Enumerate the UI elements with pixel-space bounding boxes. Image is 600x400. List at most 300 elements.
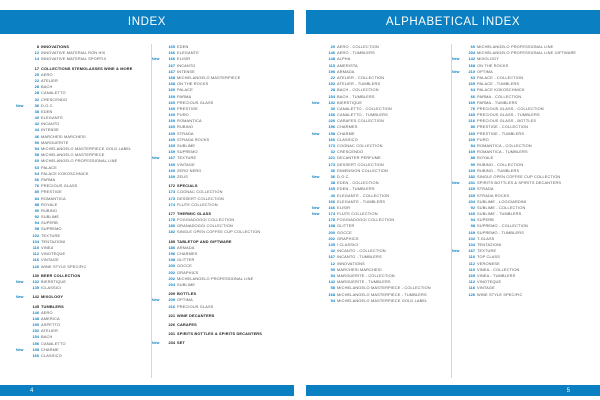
entry-page-number: 32 <box>34 96 39 102</box>
entry-page-number: 12 <box>34 50 39 56</box>
entry-label: SINGLE OPEN COFFEE CUP COLLECTION <box>177 229 261 235</box>
alphabetical-index-title: ALPHABETICAL INDEX <box>385 16 521 28</box>
entry-page-number: 112 <box>468 260 475 266</box>
entry-page-number: 66 <box>34 176 39 182</box>
entry-label: TOP CLASS <box>477 254 501 260</box>
entry-page-number: 169 <box>468 186 475 192</box>
entry-label: ROYALE <box>477 155 494 161</box>
entry-label: MICHELANGELO PROFESSIONAL LINE <box>477 44 554 49</box>
entry-label: INCANTO <box>41 121 60 127</box>
entry-label: BACH <box>41 334 53 340</box>
entry-page-number: 169 <box>468 167 475 173</box>
entry-label: SUPREMO <box>177 149 198 155</box>
entry-label: GRAPHICS <box>177 269 199 275</box>
entry-page-number: 92 <box>34 214 39 220</box>
entry-page-number: 32 <box>330 149 335 155</box>
entry-page-number: 8 <box>36 44 39 49</box>
entry-label: MICHELANGELO PROFESSIONAL LINE <box>177 275 254 281</box>
entry-label: ELEGANTE <box>177 50 199 56</box>
entry-label: PRECIOUS GLASS - COLLECTION <box>477 105 544 111</box>
entry-label: COGNAC COLLECTION <box>337 143 383 148</box>
new-badge: New <box>452 57 460 62</box>
entry-page-number: 90 <box>34 207 39 213</box>
entry-page-number: 92 <box>470 204 475 210</box>
entry-label: CARAFES <box>177 321 197 327</box>
entry-page-number: 28 <box>34 90 39 96</box>
entry-label: SUPERB <box>477 217 494 223</box>
entry-label: STRADA <box>177 130 194 136</box>
entry-page-number: 169 <box>468 99 475 105</box>
entry-label: GRAPHICS <box>337 235 359 241</box>
entry-label: SPIRITS BOTTLES & SPIRITS DECANTERS <box>477 180 562 186</box>
entry-label: FOGGIADOGGI COLLECTION <box>337 217 395 223</box>
new-badge: New <box>452 181 460 186</box>
entry-page-number: 30 <box>330 105 335 111</box>
entry-page-number: 169 <box>468 211 475 217</box>
alphabetical-index-title-band <box>306 10 600 34</box>
entry-label: PRESTIGE <box>41 189 62 195</box>
entry-page-number: 202 <box>168 275 175 281</box>
entry-label: VINEA - COLLECTION <box>477 266 520 272</box>
entry-label: ELISIR <box>337 204 351 210</box>
entry-page-number: 64 <box>34 170 39 176</box>
new-badge: New <box>312 205 320 210</box>
entry-page-number: 42 <box>330 248 335 254</box>
entry-label: STRADA <box>477 186 494 192</box>
new-badge: New <box>152 341 160 346</box>
entry-label: DECANTER PERFUME <box>337 155 381 161</box>
entry-label: BIERSTIQUE <box>41 278 67 284</box>
entry-label: ZEUS <box>177 173 188 179</box>
entry-page-number: 169 <box>168 87 175 93</box>
entry-page-number: 102 <box>32 232 39 238</box>
index-title: INDEX <box>127 16 167 28</box>
entry-label: SUBLIME <box>41 214 60 220</box>
entry-label: RUBINO - COLLECTION <box>477 161 524 167</box>
entry-label: FOGGIADOGGI COLLECTION <box>177 217 235 223</box>
entry-page-number: 169 <box>468 229 475 235</box>
entry-label: INCANTO - COLLECTION <box>337 248 386 254</box>
entry-page-number: 168 <box>168 81 175 87</box>
entry-page-number: 63 <box>34 164 39 170</box>
entry-page-number: 20 <box>34 71 39 77</box>
new-badge: New <box>312 174 320 179</box>
entry-page-number: 167 <box>168 68 175 74</box>
entry-label: VINTAGE <box>41 257 59 263</box>
entry-page-number: 156 <box>32 340 39 346</box>
entry-page-number: 28 <box>34 84 39 90</box>
entry-label: MARCHESI MARCHESI <box>41 133 86 139</box>
entry-page-number: 221 <box>328 155 335 161</box>
entry-label: CANALETTO - TUMBLERS <box>337 112 388 118</box>
entry-label: PARMA <box>41 176 56 182</box>
entry-page-number: 169 <box>468 112 475 118</box>
entry-page-number: 204 <box>468 50 475 56</box>
entry-label: CRESCENDO <box>337 149 364 155</box>
entry-label: WINE STYLE SPECIFIC <box>477 291 523 297</box>
entry-page-number: 168 <box>328 291 335 297</box>
index-title-band <box>0 10 294 34</box>
entry-page-number: 202 <box>328 235 335 241</box>
entry-page-number: 182 <box>468 173 475 179</box>
entry-page-number: 76 <box>34 183 39 189</box>
entry-page-number: 152 <box>32 328 39 334</box>
entry-page-number: 226 <box>168 321 175 327</box>
new-badge: New <box>152 156 160 161</box>
index-entry[interactable] <box>16 353 150 359</box>
entry-label: STRADA ROCKS <box>177 136 210 142</box>
entry-page-number: 169 <box>468 272 475 278</box>
entry-label: PALACE KOKOSCHNICK <box>41 170 89 176</box>
entry-label: MICHELANGELO MASTERPIECE GOLD LABEL <box>337 297 428 303</box>
entry-page-number: 166 <box>328 204 335 210</box>
entry-label: MICHELANGELO MASTERPIECE <box>41 152 105 158</box>
entry-page-number: 158 <box>328 130 335 136</box>
entry-page-number: 22 <box>34 77 39 83</box>
entry-label: BEER COLLECTION <box>41 272 81 278</box>
entry-page-number: 173 <box>168 195 175 201</box>
entry-label: TENTAZIONI <box>477 242 502 247</box>
entry-label: VERONESE <box>477 260 500 266</box>
entry-label: INCANTO - TUMBLERS <box>337 254 382 260</box>
index-section-heading[interactable] <box>152 340 294 346</box>
entry-page-number: 135 <box>32 285 39 291</box>
entry-label: SUBLIME - LOGGIARDINI <box>477 198 527 204</box>
entry-label: EDEN - COLLECTION <box>337 180 379 186</box>
entry-page-number: 169 <box>168 124 175 130</box>
new-badge: New <box>312 100 320 105</box>
entry-page-number: 94 <box>470 217 475 223</box>
entry-page-number: 204 <box>168 281 175 287</box>
entry-page-number: 167 <box>168 62 175 68</box>
entry-label: SUPERB <box>41 220 58 226</box>
entry-page-number: 185 <box>168 238 175 244</box>
entry-label: SUPREMO - TUMBLERS <box>477 229 524 235</box>
new-badge: New <box>452 69 460 74</box>
entry-page-number: 165 <box>168 44 175 49</box>
entry-page-number: 169 <box>168 118 175 124</box>
entry-page-number: 169 <box>168 130 175 136</box>
entry-page-number: 169 <box>168 173 175 179</box>
entry-page-number: 169 <box>168 161 175 167</box>
entry-label: ATELIER <box>41 77 58 83</box>
entry-page-number: 169 <box>168 143 175 148</box>
entry-label: BACH - TUMBLERS <box>337 93 375 99</box>
entry-label: ELEGANTE <box>41 115 63 121</box>
entry-label: ELEGANTE - TUMBLERS <box>337 198 386 204</box>
entry-page-number: 198 <box>168 257 175 263</box>
index-column-1 <box>16 44 150 359</box>
entry-page-number: 172 <box>168 183 175 189</box>
entry-label: VINOTEQUE <box>477 279 502 285</box>
entry-label: TABLETOP AND GIFTWARE <box>177 238 232 244</box>
entry-page-number: 216 <box>168 303 175 309</box>
entry-page-number: 177 <box>168 210 175 216</box>
entry-page-number: 36 <box>330 173 335 179</box>
entry-page-number: 145 <box>32 303 39 309</box>
entry-label: STRADA ROCKS <box>477 192 510 198</box>
entry-label: CARAFES COLLECTION <box>337 118 385 124</box>
entry-label: MARGUERITE - TUMBLERS <box>337 279 391 285</box>
entry-label: TEXTURE <box>477 248 497 254</box>
entry-page-number: 209 <box>168 297 175 303</box>
entry-label: CANALETTO <box>41 90 66 96</box>
entry-label: GLITTER <box>337 223 355 229</box>
entry-page-number: 168 <box>168 74 175 80</box>
entry-label: SPECIALS <box>177 183 198 189</box>
entry-page-number: 166 <box>168 50 175 56</box>
entry-page-number: 142 <box>468 56 475 62</box>
entry-label: FLUTE COLLECTION <box>177 201 218 207</box>
entry-label: SUPREMO - COLLECTION <box>477 223 528 229</box>
index-entry[interactable] <box>452 292 594 298</box>
entry-page-number: 166 <box>328 198 335 204</box>
entry-page-number: 76 <box>470 105 475 111</box>
entry-label: ARMADA <box>177 244 195 250</box>
entry-label: INNOVATIONS <box>41 44 70 49</box>
entry-page-number: 169 <box>168 93 175 99</box>
entry-page-number: 169 <box>168 149 175 155</box>
entry-page-number: 154 <box>32 334 39 340</box>
entry-label: VINTAGE <box>177 161 195 167</box>
entry-page-number: 169 <box>468 149 475 155</box>
entry-page-number: 173 <box>328 161 335 167</box>
entry-label: D.O.C. <box>337 173 350 179</box>
entry-label: CHARME <box>337 130 355 136</box>
entry-label: MICHELANGELO MASTERPIECE <box>177 74 241 80</box>
new-badge: New <box>312 131 320 136</box>
entry-page-number: 20 <box>330 44 335 49</box>
entry-label: TEXTURE <box>177 155 197 161</box>
index-entry[interactable] <box>312 298 450 304</box>
entry-label: EDEN - TUMBLERS <box>337 186 375 192</box>
entry-page-number: 126 <box>468 291 475 297</box>
entry-label: PALACE <box>177 87 193 93</box>
entry-label: WINE DECANTERS <box>177 312 215 318</box>
entry-page-number: 50 <box>330 266 335 272</box>
entry-label: PRESTIGE - COLLECTION <box>477 124 529 130</box>
entry-label: MARGUERITE - COLLECTION <box>337 272 395 278</box>
entry-label: CHARMES <box>337 124 358 130</box>
entry-page-number: 174 <box>168 201 175 207</box>
entry-label: INNOVATIONS <box>337 260 365 266</box>
entry-page-number: 165 <box>328 186 335 192</box>
entry-page-number: 231 <box>168 331 175 337</box>
entry-page-number: 66 <box>470 93 475 99</box>
entry-label: ALPHA <box>337 56 351 62</box>
entry-page-number: 135 <box>328 242 335 247</box>
entry-label: SUBLIME - COLLECTION <box>477 204 526 210</box>
entry-page-number: 38 <box>330 180 335 186</box>
entry-label: PURO <box>177 112 189 118</box>
entry-label: ON THE ROCKS <box>177 81 209 87</box>
entry-label: VINEA - TUMBLERS <box>477 272 516 278</box>
entry-label: RUBINO - TUMBLERS <box>477 167 520 173</box>
entry-label: CANALETTO <box>41 340 66 346</box>
entry-label: MARGUERITE <box>41 139 69 145</box>
entry-page-number: 54 <box>330 297 335 303</box>
entry-page-number: 160 <box>328 136 335 142</box>
entry-label: CHARMES <box>177 251 198 256</box>
entry-label: CHARME <box>41 346 59 352</box>
entry-page-number: 46 <box>34 133 39 139</box>
entry-label: GLITTER <box>177 257 195 263</box>
entry-page-number: 168 <box>468 62 475 68</box>
entry-page-number: 160 <box>32 353 39 358</box>
entry-page-number: 158 <box>32 346 39 352</box>
entry-label: CLASSICO <box>337 136 358 142</box>
entry-label: INCANTO <box>177 62 196 68</box>
entry-page-number: 226 <box>328 118 335 124</box>
entry-label: COGNAC COLLECTION <box>177 189 223 195</box>
entry-label: MIXOLOGY <box>477 56 499 62</box>
entry-label: D.O.C. <box>41 102 54 108</box>
new-badge: New <box>312 212 320 217</box>
new-badge: New <box>16 295 24 300</box>
entry-page-number: 173 <box>168 189 175 195</box>
entry-page-number: 58 <box>330 285 335 291</box>
entry-label: RUBINO <box>177 124 194 130</box>
entry-page-number: 148 <box>32 315 39 321</box>
entry-page-number: 42 <box>34 121 39 127</box>
entry-page-number: 64 <box>470 87 475 93</box>
entry-label: AMERICA <box>41 315 60 321</box>
entry-page-number: 36 <box>330 167 335 173</box>
entry-label: MICHELANGELO MASTERPIECE - TUMBLERS <box>337 291 427 297</box>
entry-label: BIERSTIQUE <box>337 99 363 105</box>
entry-page-number: 38 <box>34 108 39 114</box>
entry-label: VINTAGE <box>477 285 495 291</box>
entry-page-number: 169 <box>168 105 175 111</box>
entry-label: PARMA - TUMBLERS <box>477 99 518 105</box>
entry-page-number: 50 <box>34 139 39 145</box>
entry-page-number: 12 <box>330 260 335 266</box>
entry-page-number: 200 <box>328 229 335 235</box>
entry-label: INNOVATIVE MATERIAL RON HIX <box>41 50 106 56</box>
entry-page-number: 210 <box>468 68 475 74</box>
entry-page-number: 173 <box>328 143 335 148</box>
entry-page-number: 80 <box>34 189 39 195</box>
entry-page-number: 169 <box>468 192 475 198</box>
new-badge: New <box>152 57 160 62</box>
entry-page-number: 178 <box>328 217 335 223</box>
entry-page-number: 60 <box>34 158 39 164</box>
entry-label: VINEA <box>41 245 54 250</box>
entry-page-number: 234 <box>168 340 175 346</box>
entry-label: BACH - COLLECTION <box>337 87 379 93</box>
entry-label: TENTAZIONI <box>41 238 66 244</box>
index-column-2 <box>152 44 294 346</box>
entry-label: SPIRITS BOTTLES & SPIRITS DECANTERS <box>177 331 263 337</box>
entry-label: RUBINO <box>41 207 58 213</box>
entry-label: INTENSE <box>177 68 195 74</box>
entry-page-number: 115 <box>328 62 335 68</box>
entry-page-number: 146 <box>328 50 335 56</box>
entry-page-number: 231 <box>468 180 475 186</box>
entry-page-number: 44 <box>34 127 39 133</box>
entry-page-number: 152 <box>328 81 335 87</box>
entry-page-number: 169 <box>168 112 175 118</box>
entry-page-number: 126 <box>32 263 39 269</box>
entry-label: PALACE KOKOSCHNICK <box>477 87 525 93</box>
entry-label: MICHELANGELO MASTERPIECE - COLLECTION <box>337 285 431 291</box>
entry-label: DESSERT COLLECTION <box>177 195 224 201</box>
entry-page-number: 98 <box>34 226 39 232</box>
entry-label: PALACE <box>41 164 57 170</box>
entry-label: ELEGANTE - COLLECTION <box>337 192 390 198</box>
new-badge: New <box>16 103 24 108</box>
entry-label: INNOVATIVE MATERIAL SPORTIX <box>41 56 107 62</box>
entry-label: FLUTE COLLECTION <box>337 211 378 217</box>
entry-label: ROMANTICA <box>177 118 202 124</box>
entry-page-number: 54 <box>34 146 39 151</box>
entry-label: DESSERT COLLECTION <box>337 161 384 167</box>
right-page-footer <box>306 385 600 396</box>
entry-page-number: 112 <box>32 251 39 257</box>
entry-label: PRESTIGE <box>177 105 198 111</box>
entry-page-number: 54 <box>330 272 335 278</box>
entry-page-number: 94 <box>34 220 39 226</box>
entry-label: SUBLIME <box>177 143 196 148</box>
entry-page-number: 14 <box>34 56 39 62</box>
entry-label: PRECIOUS GLASS - TUMBLERS <box>477 112 540 118</box>
left-page-number: 4 <box>30 387 34 394</box>
entry-page-number: 169 <box>168 136 175 142</box>
left-page-footer <box>0 385 294 396</box>
entry-page-number: 142 <box>328 279 335 285</box>
entry-page-number: 200 <box>168 263 175 269</box>
entry-label: I CLASSICI <box>337 242 359 247</box>
entry-label: ATELIER <box>41 328 58 334</box>
entry-page-number: 90 <box>470 161 475 167</box>
entry-page-number: 36 <box>34 102 39 108</box>
entry-label: MARCHESI MARCHESI <box>337 266 382 272</box>
entry-page-number: 84 <box>470 143 475 148</box>
entry-page-number: 216 <box>468 118 475 124</box>
entry-label: PRECIOUS GLASS <box>177 99 214 105</box>
entry-label: ELISIR <box>177 56 191 62</box>
entry-page-number: 154 <box>328 93 335 99</box>
entry-label: ROMANTICA - COLLECTION <box>477 143 532 148</box>
alphabetical-index-column-2 <box>452 44 594 298</box>
entry-label: MICHELANGELO PROFESSIONAL LINE <box>41 158 118 164</box>
entry-page-number: 180 <box>168 223 175 229</box>
entry-page-number: 40 <box>34 115 39 121</box>
entry-page-number: 110 <box>468 266 475 272</box>
entry-label: EDEN <box>41 108 53 114</box>
entry-label: PRECIOUS GLASS <box>41 183 78 189</box>
entry-page-number: 186 <box>168 244 175 250</box>
entry-page-number: 116 <box>468 285 475 291</box>
entry-page-number: 196 <box>328 68 335 74</box>
new-badge: New <box>16 279 24 284</box>
entry-label: CANALETTO - COLLECTION <box>337 105 392 111</box>
entry-page-number: 110 <box>32 245 39 250</box>
entry-page-number: 166 <box>168 56 175 62</box>
entry-label: MICHELANGELO MASTERPIECE GOLD LABEL <box>41 146 132 151</box>
column-divider <box>151 44 152 378</box>
entry-page-number: 130 <box>32 272 39 278</box>
entry-page-number: 196 <box>168 251 175 256</box>
entry-page-number: 209 <box>168 291 175 297</box>
entry-page-number: 150 <box>32 322 39 328</box>
entry-label: AERO <box>41 309 53 315</box>
column-divider <box>451 44 452 378</box>
entry-page-number: 146 <box>32 309 39 315</box>
entry-page-number: 167 <box>328 254 335 260</box>
entry-label: ROYALE <box>41 201 58 207</box>
entry-page-number: 169 <box>468 130 475 136</box>
